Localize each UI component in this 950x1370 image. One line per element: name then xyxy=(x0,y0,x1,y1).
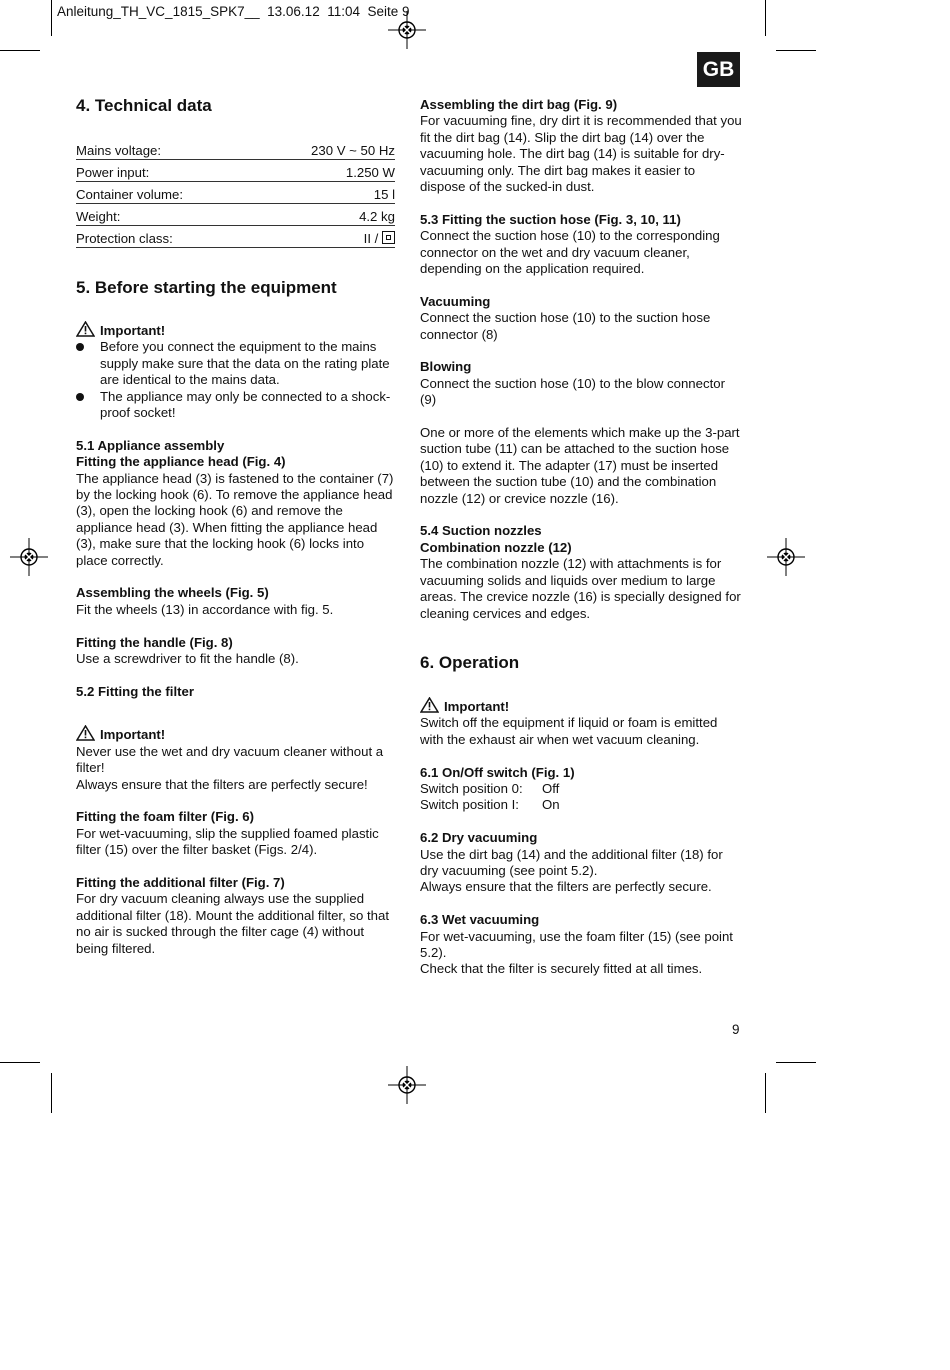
paragraph: Switch off the equipment if liquid or foam is emitted with the exhaust air when wet vacuum cleaning. xyxy=(420,715,718,747)
crop-mark xyxy=(765,0,766,36)
bullet-text: Before you connect the equipment to the mains supply make sure that the data on the rating plate are identical to the mains data. xyxy=(100,339,390,388)
registration-mark-icon xyxy=(10,538,48,576)
table-row xyxy=(76,226,395,248)
warning-triangle-icon xyxy=(76,321,95,337)
paragraph: Never use the wet and dry vacuum cleaner without a filter! xyxy=(76,743,384,776)
paragraph: One or more of the elements which make up the 3-part suction tube (11) can be attached to the suction hose (10) to extend it. The adapter (17) must be inserted between the suction tube (10) and the combination nozzle (12) or crevice nozzle (16). xyxy=(420,425,740,506)
paragraph: Connect the suction hose (10) to the corresponding connector on the wet and dry vacuum cleaner, depending on the application required. xyxy=(420,228,720,277)
subsection-heading: Fitting the handle (Fig. 8) xyxy=(76,634,233,650)
switch-label: Switch position 0: xyxy=(420,780,523,796)
list-item xyxy=(76,339,398,388)
before-starting-heading: 5. Before starting the equipment xyxy=(76,278,337,297)
important-notice xyxy=(76,321,398,339)
switch-label: Switch position I: xyxy=(420,797,519,813)
spec-value: 230 V ~ 50 Hz xyxy=(255,138,395,160)
spec-value: 15 l xyxy=(255,182,395,204)
subsection-heading: Fitting the additional filter (Fig. 7) xyxy=(76,874,285,890)
bullet-icon xyxy=(76,393,84,401)
crop-mark xyxy=(0,1062,40,1063)
spec-value: 4.2 kg xyxy=(255,204,395,226)
print-slug: Anleitung_TH_VC_1815_SPK7__ 13.06.12 11:04 Seite 9 xyxy=(57,4,410,19)
subsection-heading: Vacuuming xyxy=(420,293,491,309)
list-item xyxy=(76,389,398,422)
registration-mark-icon xyxy=(767,538,805,576)
spec-label: Protection class: xyxy=(76,226,255,248)
important-label: Important! xyxy=(100,323,166,338)
language-badge: GB xyxy=(697,52,740,87)
crop-mark xyxy=(51,0,52,36)
page-number: 9 xyxy=(732,1022,740,1037)
paragraph: For wet-vacuuming, slip the supplied foamed plastic filter (15) over the filter basket (Figs. 2/4). xyxy=(76,825,379,858)
paragraph: The appliance head (3) is fastened to the container (7) by the locking hook (6). To remove the appliance head (3), open the locking hook (6) and remove the appliance head (3). When fitting the appliance head (3), make sure that the locking hook (6) locks into place correctly. xyxy=(76,470,394,568)
subsection-heading: Assembling the wheels (Fig. 5) xyxy=(76,585,269,601)
crop-mark xyxy=(51,1073,52,1113)
section-heading: 5.4 Suction nozzles xyxy=(420,523,542,539)
subsection-heading: Fitting the foam filter (Fig. 6) xyxy=(76,809,255,825)
switch-value: Off xyxy=(542,780,560,796)
switch-row xyxy=(420,781,742,797)
crop-mark xyxy=(765,1073,766,1113)
section-heading: 5.2 Fitting the filter xyxy=(76,683,194,699)
spec-label: Power input: xyxy=(76,160,255,182)
spec-value: II / xyxy=(363,230,382,246)
subsection-heading: Fitting the appliance head (Fig. 4) xyxy=(76,454,286,470)
warning-triangle-icon xyxy=(76,725,95,741)
subsection-heading: Combination nozzle (12) xyxy=(420,539,572,555)
spec-value: 1.250 W xyxy=(255,160,395,182)
paragraph: Always ensure that the filters are perfectly secure. xyxy=(420,879,712,895)
registration-mark-icon xyxy=(388,1066,426,1104)
paragraph: For wet-vacuuming, use the foam filter (15) (see point 5.2). xyxy=(420,928,733,960)
section-heading: 6.3 Wet vacuuming xyxy=(420,912,540,928)
bullet-text: The appliance may only be connected to a shock-proof socket! xyxy=(100,388,391,421)
paragraph: Connect the suction hose (10) to the blow connector (9) xyxy=(420,375,725,408)
section-heading: 5.1 Appliance assembly xyxy=(76,437,225,453)
important-notice xyxy=(420,697,742,715)
table-row xyxy=(76,160,395,182)
section-heading: 5.3 Fitting the suction hose (Fig. 3, 10, 11) xyxy=(420,211,681,227)
paragraph: Check that the filter is securely fitted at all times. xyxy=(420,961,703,977)
spec-label: Weight: xyxy=(76,204,255,226)
paragraph: Use a screwdriver to fit the handle (8). xyxy=(76,651,299,667)
paragraph: Fit the wheels (13) in accordance with fig. 5. xyxy=(76,601,334,617)
subsection-heading: Assembling the dirt bag (Fig. 9) xyxy=(420,97,618,112)
important-label: Important! xyxy=(444,698,510,714)
switch-value: On xyxy=(542,797,560,813)
right-column xyxy=(420,97,742,978)
paragraph: Always ensure that the filters are perfectly secure! xyxy=(76,776,368,792)
section-heading: 6.1 On/Off switch (Fig. 1) xyxy=(420,764,575,780)
technical-data-table xyxy=(76,138,395,248)
left-column xyxy=(76,96,398,957)
paragraph: For vacuuming fine, dry dirt it is recommended that you fit the dirt bag (14). Slip the dirt bag (14) over the vacuuming hole. The dirt bag (14) is suitable for dry-vacuuming only. The dirt bag makes it easier to dispose of the sucked-in dust. xyxy=(420,113,742,195)
warning-triangle-icon xyxy=(420,697,439,713)
paragraph: For dry vacuum cleaning always use the supplied additional filter (18). Mount the additional filter, so that no air is sucked through the filter cage (4) without being filtered. xyxy=(76,891,390,956)
crop-mark xyxy=(776,1062,816,1063)
spec-label: Mains voltage: xyxy=(76,138,255,160)
crop-mark xyxy=(776,50,816,51)
paragraph: Connect the suction hose (10) to the suction hose connector (8) xyxy=(420,310,711,342)
switch-row xyxy=(420,797,742,813)
table-row xyxy=(76,204,395,226)
spec-label: Container volume: xyxy=(76,182,255,204)
paragraph: The combination nozzle (12) with attachments is for vacuuming solids and liquids over medium to large areas. The crevice nozzle (16) is specially designed for cleaning cervices and edges. xyxy=(420,556,741,621)
bullet-icon xyxy=(76,343,84,351)
paragraph: Use the dirt bag (14) and the additional filter (18) for dry vacuuming (see point 5.2). xyxy=(420,846,723,878)
important-notice xyxy=(76,725,398,743)
registration-mark-icon xyxy=(388,11,426,49)
subsection-heading: Blowing xyxy=(420,359,472,375)
table-row xyxy=(76,138,395,160)
protection-class-ii-icon xyxy=(382,231,395,244)
operation-heading: 6. Operation xyxy=(420,652,520,672)
table-row xyxy=(76,182,395,204)
protection-class-cell xyxy=(255,226,395,248)
technical-data-heading: 4. Technical data xyxy=(76,96,212,115)
section-heading: 6.2 Dry vacuuming xyxy=(420,830,538,846)
important-label: Important! xyxy=(100,727,166,743)
crop-mark xyxy=(0,50,40,51)
